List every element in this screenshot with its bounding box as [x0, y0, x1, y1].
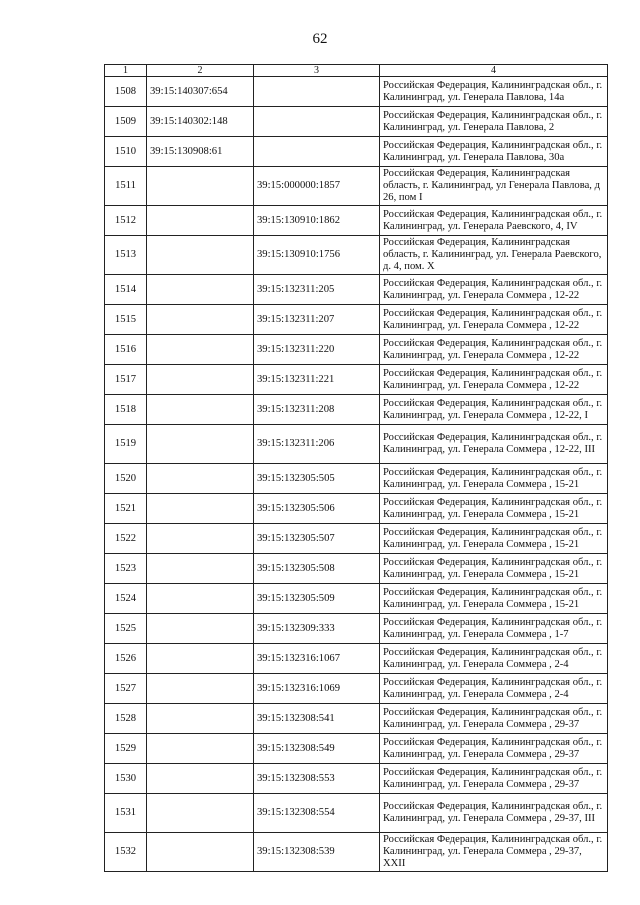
row-number-cell: 1514: [105, 275, 147, 305]
row-number-cell: 1521: [105, 494, 147, 524]
table-row: [105, 833, 608, 872]
cadastral-number-cell: 39:15:130908:61: [147, 137, 254, 167]
row-number-cell: 1527: [105, 674, 147, 704]
object-cadastral-number-cell: 39:15:132311:206: [254, 425, 380, 464]
row-number-cell: 1516: [105, 335, 147, 365]
table-row: [105, 137, 608, 167]
address-cell: Российская Федерация, Калининградская обл., г. Калининград, ул. Генерала Павлова, 14а: [380, 77, 608, 107]
row-number-cell: 1522: [105, 524, 147, 554]
address-cell: Российская Федерация, Калининградская обл., г. Калининград, ул. Генерала Соммера , 29-37: [380, 764, 608, 794]
cadastral-number-cell: [147, 734, 254, 764]
address-cell: Российская Федерация, Калининградская обл., г. Калининград, ул. Генерала Соммера , 29-37: [380, 704, 608, 734]
table-row: [105, 794, 608, 833]
object-cadastral-number-cell: 39:15:130910:1756: [254, 236, 380, 275]
object-cadastral-number-cell: 39:15:000000:1857: [254, 167, 380, 206]
object-cadastral-number-cell: 39:15:132308:554: [254, 794, 380, 833]
address-cell: Российская Федерация, Калининградская обл., г. Калининград, ул. Генерала Соммера , 15-21: [380, 584, 608, 614]
object-cadastral-number-cell: 39:15:132311:220: [254, 335, 380, 365]
cadastral-number-cell: [147, 167, 254, 206]
object-cadastral-number-cell: 39:15:132308:541: [254, 704, 380, 734]
table-header-row: [105, 65, 608, 77]
page-number: 62: [312, 31, 328, 47]
address-cell: Российская Федерация, Калининградская обл., г. Калининград, ул. Генерала Соммера , 12-22, I: [380, 395, 608, 425]
row-number-cell: 1512: [105, 206, 147, 236]
cadastral-number-cell: [147, 614, 254, 644]
cadastral-number-cell: [147, 794, 254, 833]
address-cell: Российская Федерация, Калининградская обл., г. Калининград, ул. Генерала Соммера , 12-22: [380, 275, 608, 305]
object-cadastral-number-cell: 39:15:132305:508: [254, 554, 380, 584]
cadastral-number-cell: [147, 236, 254, 275]
cadastral-number-cell: [147, 494, 254, 524]
address-cell: Российская Федерация, Калининградская область, г. Калининград, ул. Генерала Раевского, д. 4, пом. X: [380, 236, 608, 275]
address-cell: Российская Федерация, Калининградская обл., г. Калининград, ул. Генерала Соммера , 15-21: [380, 494, 608, 524]
address-cell: Российская Федерация, Калининградская обл., г. Калининград, ул. Генерала Соммера , 15-21: [380, 524, 608, 554]
cadastral-number-cell: [147, 674, 254, 704]
address-cell: Российская Федерация, Калининградская обл., г. Калининград, ул. Генерала Соммера , 29-37: [380, 734, 608, 764]
address-cell: Российская Федерация, Калининградская обл., г. Калининград, ул. Генерала Соммера , 12-22: [380, 305, 608, 335]
column-header-1: 1: [105, 65, 147, 77]
cadastral-number-cell: [147, 524, 254, 554]
object-cadastral-number-cell: 39:15:132305:509: [254, 584, 380, 614]
object-cadastral-number-cell: 39:15:132311:205: [254, 275, 380, 305]
address-cell: Российская Федерация, Калининградская обл., г. Калининград, ул. Генерала Соммера , 15-21: [380, 554, 608, 584]
cadastral-number-cell: 39:15:140302:148: [147, 107, 254, 137]
column-header-4: 4: [380, 65, 608, 77]
address-cell: Российская Федерация, Калининградская обл., г. Калининград, ул. Генерала Павлова, 30а: [380, 137, 608, 167]
row-number-cell: 1508: [105, 77, 147, 107]
object-cadastral-number-cell: 39:15:132308:553: [254, 764, 380, 794]
object-cadastral-number-cell: 39:15:132305:506: [254, 494, 380, 524]
object-cadastral-number-cell: [254, 107, 380, 137]
cadastral-number-cell: [147, 305, 254, 335]
table-row: [105, 365, 608, 395]
row-number-cell: 1532: [105, 833, 147, 872]
table-row: [105, 704, 608, 734]
cadastral-number-cell: [147, 275, 254, 305]
address-cell: Российская Федерация, Калининградская обл., г. Калининград, ул. Генерала Соммера , 2-4: [380, 674, 608, 704]
address-cell: Российская Федерация, Калининградская обл., г. Калининград, ул. Генерала Соммера , 12-22, III: [380, 425, 608, 464]
row-number-cell: 1531: [105, 794, 147, 833]
table-row: [105, 425, 608, 464]
address-cell: Российская Федерация, Калининградская обл., г. Калининград, ул. Генерала Соммера , 12-22: [380, 365, 608, 395]
object-cadastral-number-cell: 39:15:132308:539: [254, 833, 380, 872]
row-number-cell: 1525: [105, 614, 147, 644]
table-row: [105, 734, 608, 764]
table-row: [105, 554, 608, 584]
table-row: [105, 395, 608, 425]
row-number-cell: 1524: [105, 584, 147, 614]
table-row: [105, 236, 608, 275]
row-number-cell: 1518: [105, 395, 147, 425]
address-cell: Российская Федерация, Калининградская обл., г. Калининград, ул. Генерала Соммера , 1-7: [380, 614, 608, 644]
table-row: [105, 464, 608, 494]
address-cell: Российская Федерация, Калининградская обл., г. Калининград, ул. Генерала Соммера , 2-4: [380, 644, 608, 674]
cadastral-number-cell: [147, 833, 254, 872]
table-row: [105, 305, 608, 335]
row-number-cell: 1509: [105, 107, 147, 137]
table-row: [105, 107, 608, 137]
object-cadastral-number-cell: 39:15:132316:1067: [254, 644, 380, 674]
cadastral-number-cell: [147, 764, 254, 794]
registry-table-body: [105, 65, 608, 872]
table-row: [105, 275, 608, 305]
object-cadastral-number-cell: 39:15:132309:333: [254, 614, 380, 644]
cadastral-number-cell: [147, 464, 254, 494]
table-row: [105, 764, 608, 794]
cadastral-number-cell: [147, 644, 254, 674]
object-cadastral-number-cell: [254, 77, 380, 107]
object-cadastral-number-cell: 39:15:132311:208: [254, 395, 380, 425]
row-number-cell: 1519: [105, 425, 147, 464]
column-header-2: 2: [147, 65, 254, 77]
row-number-cell: 1520: [105, 464, 147, 494]
table-row: [105, 614, 608, 644]
cadastral-number-cell: [147, 335, 254, 365]
table-row: [105, 494, 608, 524]
row-number-cell: 1526: [105, 644, 147, 674]
table-row: [105, 584, 608, 614]
address-cell: Российская Федерация, Калининградская обл., г. Калининград, ул. Генерала Соммера , 29-37, III: [380, 794, 608, 833]
object-cadastral-number-cell: 39:15:132305:505: [254, 464, 380, 494]
address-cell: Российская Федерация, Калининградская обл., г. Калининград, ул. Генерала Соммера , 29-37, XXII: [380, 833, 608, 872]
address-cell: Российская Федерация, Калининградская обл., г. Калининград, ул. Генерала Павлова, 2: [380, 107, 608, 137]
object-cadastral-number-cell: 39:15:132316:1069: [254, 674, 380, 704]
object-cadastral-number-cell: 39:15:132305:507: [254, 524, 380, 554]
row-number-cell: 1530: [105, 764, 147, 794]
address-cell: Российская Федерация, Калининградская область, г. Калининград, ул Генерала Павлова, д 26, пом I: [380, 167, 608, 206]
address-cell: Российская Федерация, Калининградская обл., г. Калининград, ул. Генерала Соммера , 15-21: [380, 464, 608, 494]
cadastral-number-cell: [147, 704, 254, 734]
column-header-3: 3: [254, 65, 380, 77]
object-cadastral-number-cell: 39:15:130910:1862: [254, 206, 380, 236]
row-number-cell: 1529: [105, 734, 147, 764]
table-row: [105, 77, 608, 107]
row-number-cell: 1517: [105, 365, 147, 395]
row-number-cell: 1511: [105, 167, 147, 206]
row-number-cell: 1528: [105, 704, 147, 734]
cadastral-number-cell: [147, 554, 254, 584]
object-cadastral-number-cell: 39:15:132311:207: [254, 305, 380, 335]
cadastral-number-cell: [147, 395, 254, 425]
cadastral-number-cell: [147, 365, 254, 395]
address-cell: Российская Федерация, Калининградская обл., г. Калининград, ул. Генерала Раевского, 4, IV: [380, 206, 608, 236]
table-row: [105, 674, 608, 704]
row-number-cell: 1513: [105, 236, 147, 275]
row-number-cell: 1523: [105, 554, 147, 584]
cadastral-number-cell: [147, 425, 254, 464]
cadastral-number-cell: [147, 584, 254, 614]
object-cadastral-number-cell: 39:15:132308:549: [254, 734, 380, 764]
table-row: [105, 335, 608, 365]
cadastral-number-cell: 39:15:140307:654: [147, 77, 254, 107]
table-row: [105, 206, 608, 236]
table-row: [105, 524, 608, 554]
address-cell: Российская Федерация, Калининградская обл., г. Калининград, ул. Генерала Соммера , 12-22: [380, 335, 608, 365]
row-number-cell: 1510: [105, 137, 147, 167]
row-number-cell: 1515: [105, 305, 147, 335]
object-cadastral-number-cell: [254, 137, 380, 167]
cadastral-number-cell: [147, 206, 254, 236]
table-row: [105, 644, 608, 674]
table-row: [105, 167, 608, 206]
object-cadastral-number-cell: 39:15:132311:221: [254, 365, 380, 395]
registry-table: [104, 64, 608, 872]
